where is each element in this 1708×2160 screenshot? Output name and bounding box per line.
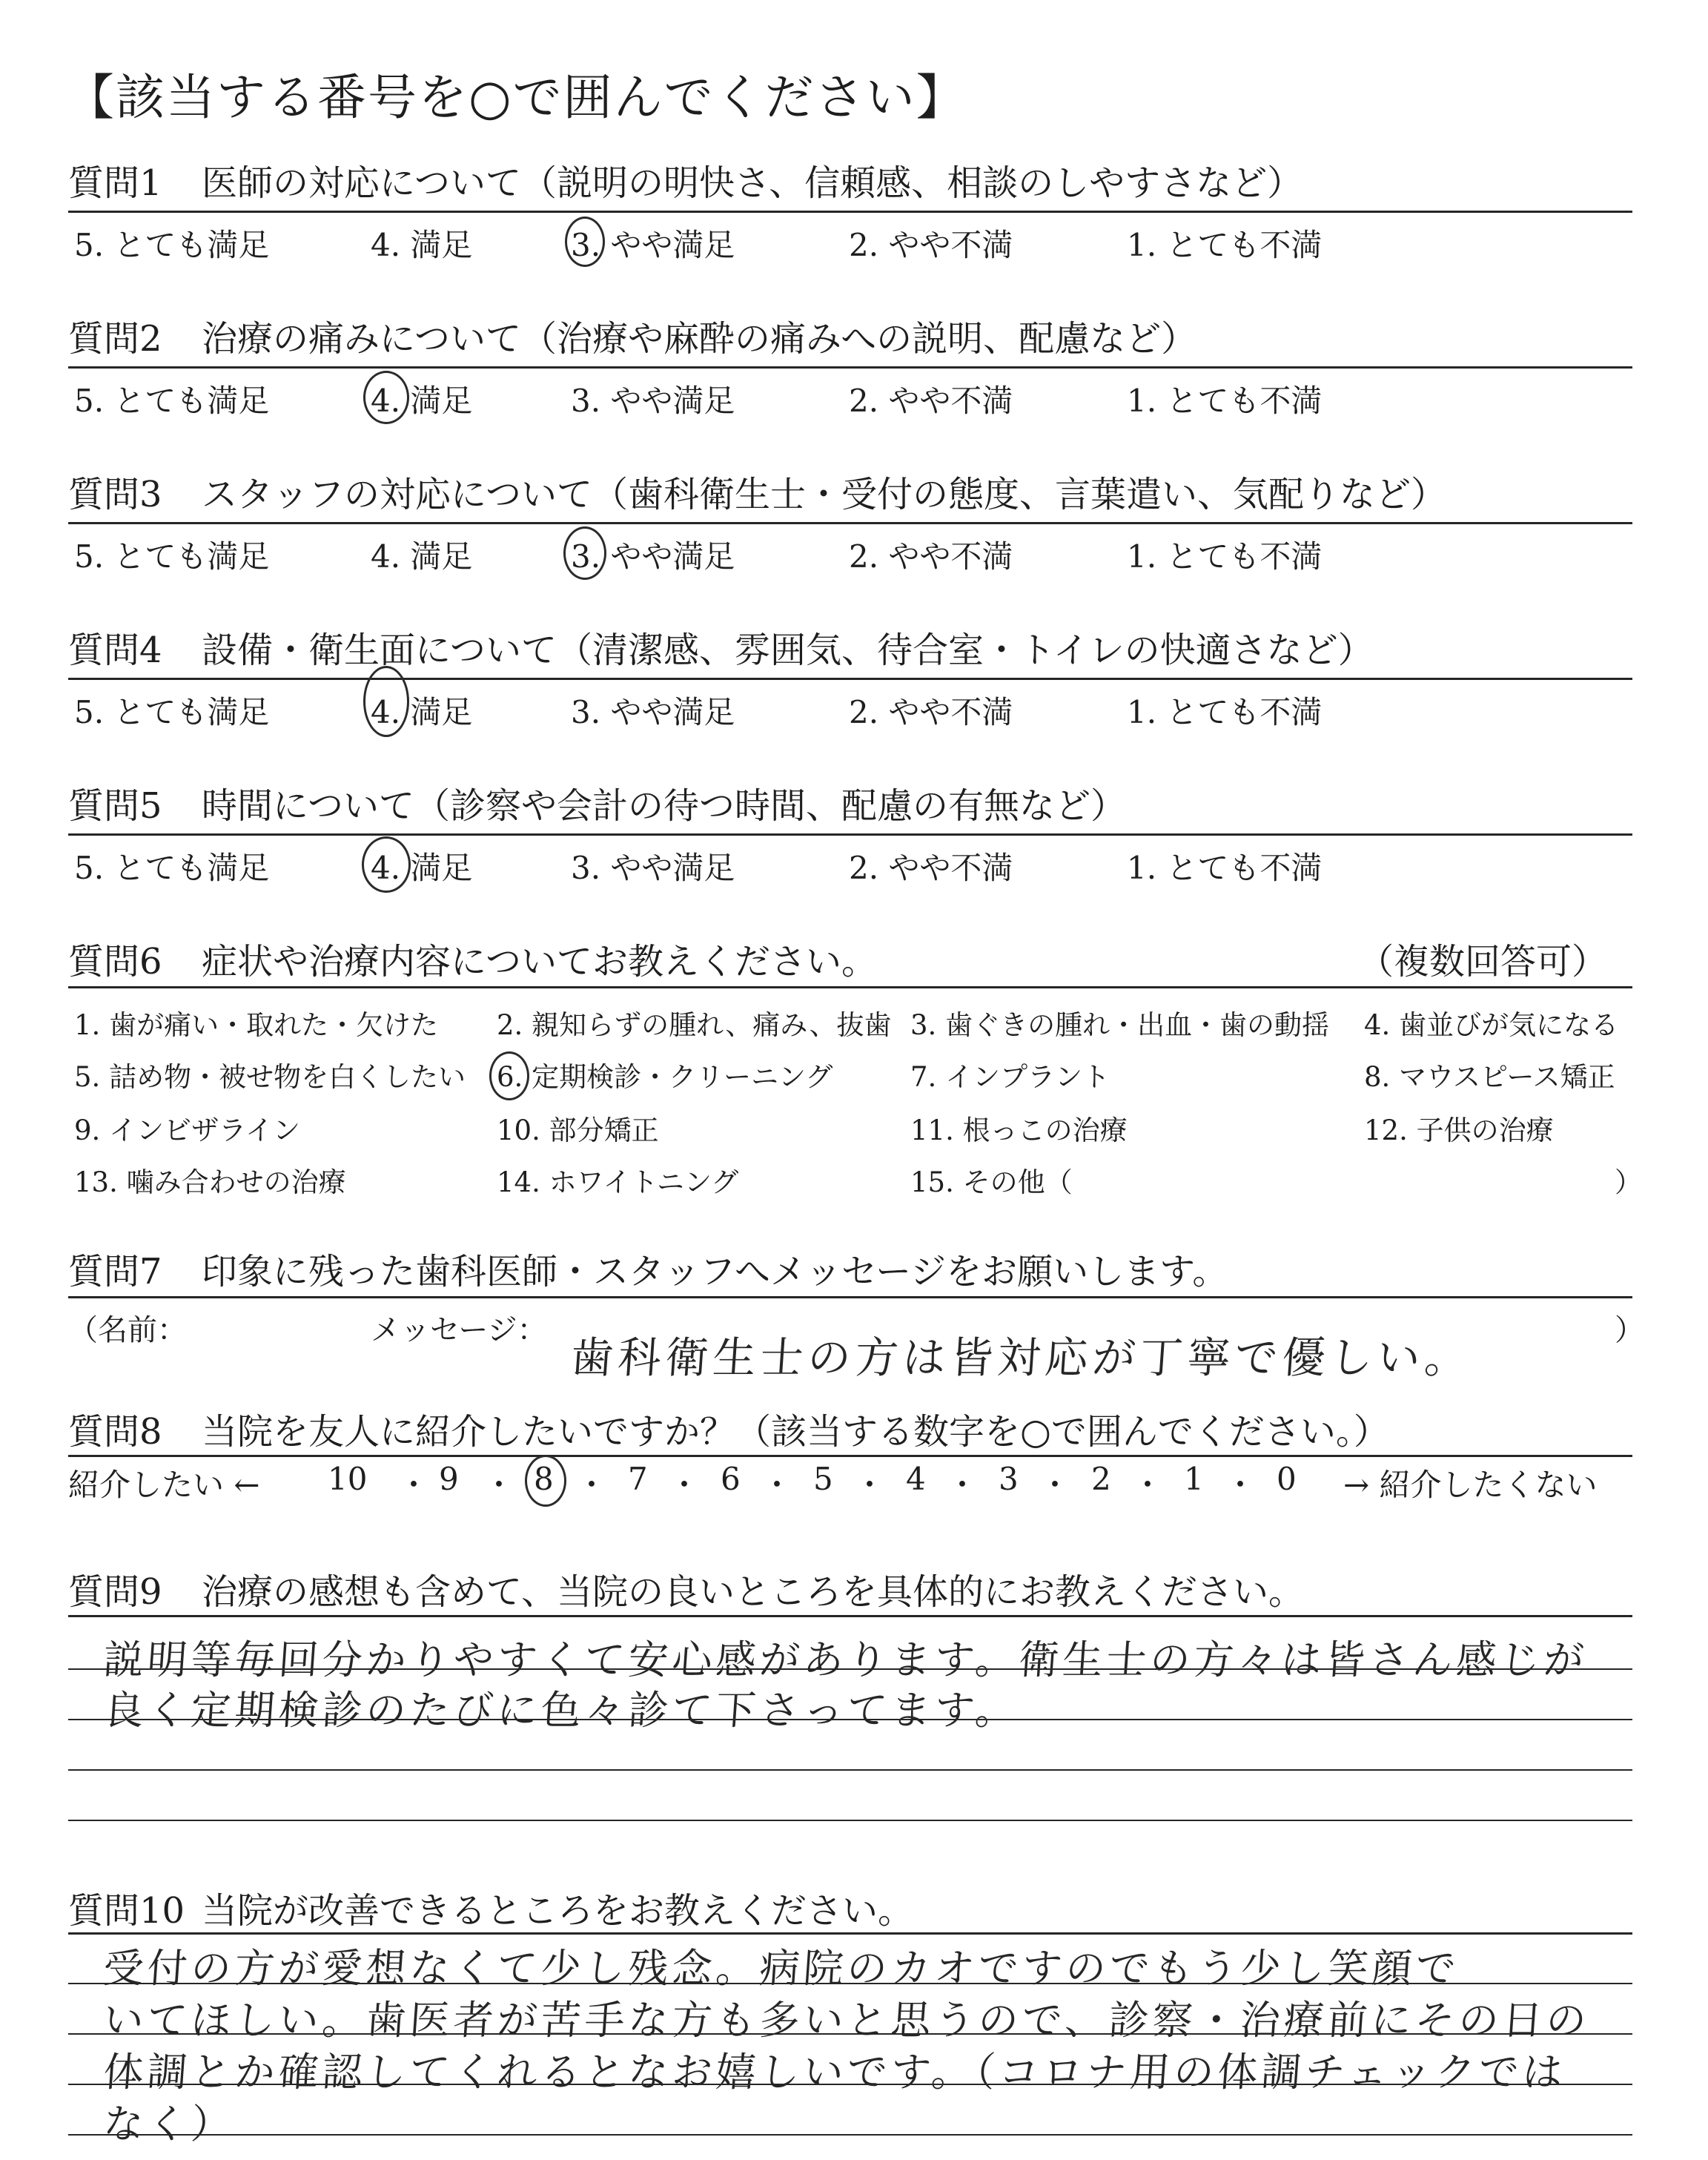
scale-left-label: 紹介したい ← <box>68 1467 260 1503</box>
question-text: 時間について（診察や会計の待つ時間、配慮の有無など） <box>202 785 1127 827</box>
option-1[interactable]: 1. とても不満 <box>1127 694 1323 730</box>
answer-line[interactable]: 受付の方が愛想なくて少し残念。病院のカオですのでもう少し笑顔で <box>102 1945 1461 1992</box>
option-1[interactable]: 1. とても不満 <box>1127 227 1323 263</box>
instruction-header: 【該当する番号を○で囲んでください】 <box>65 69 967 126</box>
option-4-selected[interactable]: 4. 満足 <box>371 377 472 421</box>
scale-dot: ・ <box>483 1467 515 1503</box>
question-text: 治療の感想も含めて、当院の良いところを具体的にお教えください。 <box>202 1571 1305 1613</box>
divider <box>68 833 1632 836</box>
question-3 <box>68 466 1446 517</box>
ruled-line <box>68 1719 1632 1720</box>
question-number: 質問4 <box>68 630 162 671</box>
answer-line[interactable]: 体調とか確認してくれるとなお嬉しいです。（コロナ用の体調チェックでは <box>102 2049 1568 2095</box>
scale-dot: ・ <box>1132 1467 1164 1503</box>
question-number: 質問7 <box>68 1251 162 1292</box>
recommend-scale <box>68 1461 1632 1505</box>
scale-1[interactable]: 1 <box>1184 1461 1204 1497</box>
question-number: 質問9 <box>68 1571 162 1613</box>
question-7 <box>68 1243 1228 1294</box>
divider <box>68 1296 1632 1298</box>
message-handwritten[interactable]: 歯科衛生士の方は皆対応が丁寧で優しい。 <box>569 1332 1474 1383</box>
divider <box>68 986 1632 988</box>
symptom-option[interactable]: 13. 噛み合わせの治療 <box>74 1166 346 1198</box>
answer-line[interactable]: いてほしい。歯医者が苦手な方も多いと思うので、診察・治療前にその日の <box>102 1997 1592 2044</box>
option-5[interactable]: 5. とても満足 <box>74 227 270 263</box>
question-2 <box>68 310 1196 361</box>
question-10 <box>68 1882 913 1933</box>
ruled-line <box>68 1668 1632 1670</box>
question-text: 当院を友人に紹介したいですか？（該当する数字を○で囲んでください。） <box>202 1411 1389 1453</box>
q5-options <box>74 844 1631 888</box>
ruled-line <box>68 1769 1632 1771</box>
option-3[interactable]: 3. やや満足 <box>571 383 735 419</box>
symptom-option[interactable]: 7. インプラント <box>910 1061 1110 1093</box>
scale-dot: ・ <box>1225 1467 1257 1503</box>
scale-9[interactable]: 9 <box>439 1461 459 1497</box>
scale-dot: ・ <box>761 1467 793 1503</box>
scale-dot: ・ <box>576 1467 608 1503</box>
symptom-option-other[interactable]: 15. その他（ <box>910 1166 1073 1198</box>
scale-dot: ・ <box>1039 1467 1071 1503</box>
option-5[interactable]: 5. とても満足 <box>74 694 270 730</box>
message-close-paren: ） <box>1615 1313 1644 1347</box>
scale-4[interactable]: 4 <box>906 1461 926 1497</box>
question-number: 質問1 <box>68 162 162 204</box>
scale-dot: ・ <box>854 1467 886 1503</box>
question-number: 質問5 <box>68 785 162 827</box>
question-1 <box>68 154 1302 205</box>
scale-7[interactable]: 7 <box>628 1461 648 1497</box>
option-2[interactable]: 2. やや不満 <box>849 227 1013 263</box>
question-text: 当院が改善できるところをお教えください。 <box>202 1890 914 1932</box>
ruled-line <box>68 2134 1632 2136</box>
scale-2[interactable]: 2 <box>1091 1461 1111 1497</box>
answer-line[interactable]: なく） <box>102 2101 236 2147</box>
question-9 <box>68 1563 1304 1614</box>
option-3-selected[interactable]: 3. やや満足 <box>571 221 735 265</box>
scale-3[interactable]: 3 <box>999 1461 1019 1497</box>
question-number: 質問3 <box>68 474 162 515</box>
option-4[interactable]: 4. 満足 <box>371 538 473 575</box>
symptom-option[interactable]: 11. 根っこの治療 <box>910 1114 1128 1146</box>
question-text: スタッフの対応について（歯科衛生士・受付の態度、言葉遣い、気配りなど） <box>202 474 1447 515</box>
option-2[interactable]: 2. やや不満 <box>849 694 1013 730</box>
option-1[interactable]: 1. とても不満 <box>1127 538 1323 575</box>
answer-line[interactable]: 説明等毎回分かりやすくて安心感があります。衛生士の方々は皆さん感じが <box>102 1636 1589 1683</box>
option-1[interactable]: 1. とても不満 <box>1127 850 1323 886</box>
question-number: 質問8 <box>68 1411 162 1453</box>
answer-line[interactable]: 良く定期検診のたびに色々診て下さってます。 <box>102 1687 1021 1734</box>
scale-dot: ・ <box>669 1467 701 1503</box>
divider <box>68 678 1632 680</box>
ruled-line <box>68 1983 1632 1984</box>
q2-options <box>74 377 1631 421</box>
q1-options <box>74 221 1631 265</box>
scale-dot: ・ <box>947 1467 979 1503</box>
option-3-selected[interactable]: 3. やや満足 <box>571 532 735 577</box>
question-text: 医師の対応について（説明の明快さ、信頼感、相談のしやすさなど） <box>202 162 1303 204</box>
symptom-option[interactable]: 1. 歯が痛い・取れた・欠けた <box>74 1009 439 1041</box>
option-1[interactable]: 1. とても不満 <box>1127 383 1323 419</box>
symptom-option[interactable]: 5. 詰め物・被せ物を白くしたい <box>74 1061 466 1093</box>
question-text: 印象に残った歯科医師・スタッフへメッセージをお願いします。 <box>202 1251 1228 1292</box>
ruled-line <box>68 2033 1632 2035</box>
symptom-option[interactable]: 14. ホワイトニング <box>497 1166 739 1198</box>
scale-0[interactable]: 0 <box>1277 1461 1297 1497</box>
question-number: 質問2 <box>68 318 162 360</box>
other-close-paren: ） <box>1615 1166 1642 1198</box>
option-5[interactable]: 5. とても満足 <box>74 538 270 575</box>
divider <box>68 366 1632 369</box>
question-text: 治療の痛みについて（治療や麻酔の痛みへの説明、配慮など） <box>202 318 1197 360</box>
option-5[interactable]: 5. とても満足 <box>74 850 270 886</box>
option-4-selected[interactable]: 4. 満足 <box>371 844 472 888</box>
scale-5[interactable]: 5 <box>813 1461 833 1497</box>
option-3[interactable]: 3. やや満足 <box>571 694 735 730</box>
divider <box>68 1932 1632 1935</box>
scale-6[interactable]: 6 <box>721 1461 741 1497</box>
symptom-option[interactable]: 9. インビザライン <box>74 1114 300 1146</box>
symptom-option[interactable]: 10. 部分矯正 <box>497 1114 659 1146</box>
scale-right-label: → 紹介したくない <box>1343 1467 1598 1503</box>
question-number: 質問6 <box>68 941 162 982</box>
symptom-option[interactable]: 3. 歯ぐきの腫れ・出血・歯の動揺 <box>910 1009 1330 1041</box>
ruled-line <box>68 1820 1632 1821</box>
ruled-line <box>68 2084 1632 2085</box>
option-2[interactable]: 2. やや不満 <box>849 850 1013 886</box>
question-5 <box>68 777 1126 828</box>
scale-8-selected[interactable]: 8 <box>534 1461 554 1497</box>
name-label: （名前： <box>68 1313 187 1347</box>
divider <box>68 1455 1632 1457</box>
question-4 <box>68 621 1374 673</box>
symptom-option[interactable]: 2. 親知らずの腫れ、痛み、抜歯 <box>497 1009 892 1041</box>
option-3[interactable]: 3. やや満足 <box>571 850 735 886</box>
option-2[interactable]: 2. やや不満 <box>849 383 1013 419</box>
option-4-selected[interactable]: 4. 満足 <box>371 688 472 733</box>
option-4[interactable]: 4. 満足 <box>371 227 473 263</box>
question-text: 設備・衛生面について（清潔感、雰囲気、待合室・トイレの快適さなど） <box>202 630 1374 671</box>
question-8 <box>68 1403 1389 1454</box>
question-text: 症状や治療内容についてお教えください。 <box>202 941 878 982</box>
scale-10[interactable]: 10 <box>328 1461 368 1497</box>
q3-options <box>74 532 1631 577</box>
message-label: メッセージ： <box>371 1313 547 1347</box>
scale-dot: ・ <box>398 1467 430 1503</box>
question-6 <box>68 933 1608 984</box>
question-note: （複数回答可） <box>1358 941 1608 982</box>
q4-options <box>74 688 1631 733</box>
symptom-option[interactable]: 8. マウスピース矯正 <box>1364 1061 1615 1093</box>
question-number: 質問10 <box>68 1890 185 1932</box>
option-2[interactable]: 2. やや不満 <box>849 538 1013 575</box>
divider <box>68 522 1632 524</box>
divider <box>68 211 1632 213</box>
option-5[interactable]: 5. とても満足 <box>74 383 270 419</box>
divider <box>68 1615 1632 1617</box>
symptom-option[interactable]: 4. 歯並びが気になる <box>1364 1009 1619 1041</box>
symptom-option[interactable]: 12. 子供の治療 <box>1364 1114 1554 1146</box>
symptom-option-selected[interactable]: 6. 定期検診・クリーニング <box>497 1054 833 1094</box>
